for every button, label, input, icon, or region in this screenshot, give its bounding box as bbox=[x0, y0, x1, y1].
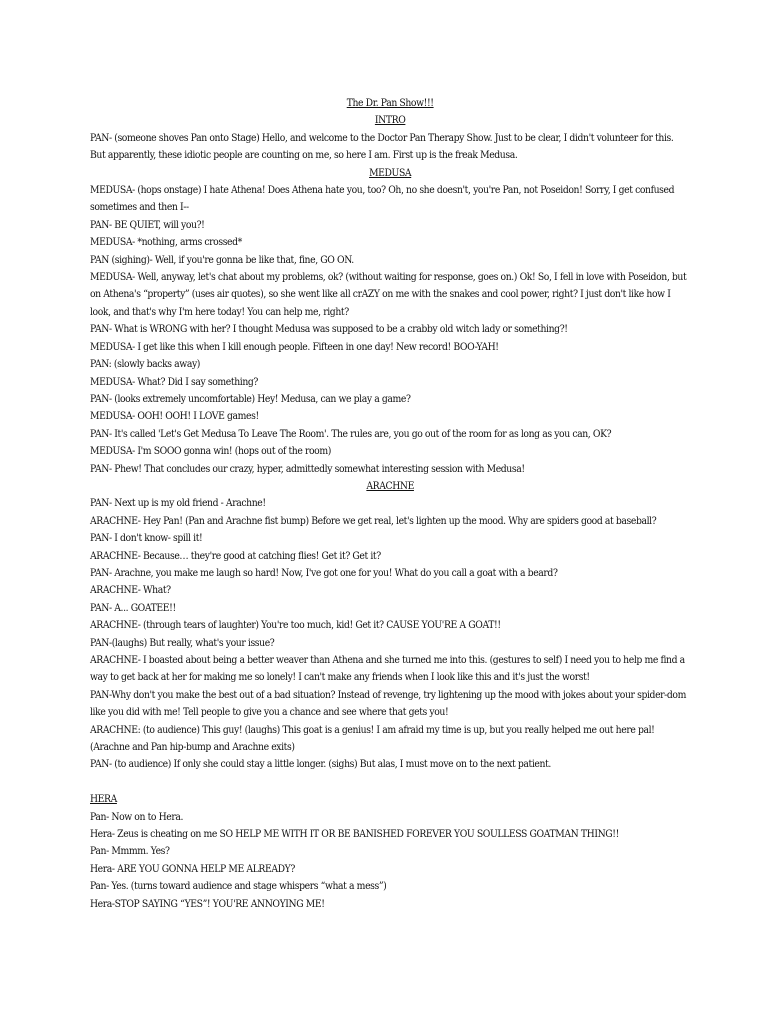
arachne-line: PAN- A... GOATEE!! bbox=[90, 601, 176, 614]
arachne-line: ARACHNE- What? bbox=[90, 584, 171, 597]
medusa-line: PAN (sighing)- Well, if you're gonna be like that, fine, GO ON. bbox=[90, 253, 354, 266]
script-text bbox=[90, 95, 690, 913]
hera-line: Hera- Zeus is cheating on me SO HELP ME WITH IT OR BE BANISHED FOREVER YOU SOULLESS GOATMAN THING!! bbox=[90, 828, 619, 841]
section-heading-medusa: MEDUSA bbox=[369, 166, 412, 179]
medusa-line: MEDUSA- OOH! OOH! I LOVE games! bbox=[90, 410, 259, 423]
arachne-line: PAN-(laughs) But really, what's your issue? bbox=[90, 636, 275, 649]
intro-line: PAN- (someone shoves Pan onto Stage) Hello, and welcome to the Doctor Pan Therapy Show. Just to be clear, I didn't volunteer for this. But apparently, these idiotic people are counting on me, so here I am. First up is the freak Medusa. bbox=[90, 131, 674, 162]
section-heading-hera: HERA bbox=[90, 793, 117, 806]
medusa-line: PAN: (slowly backs away) bbox=[90, 358, 200, 371]
hera-line: Pan- Yes. (turns toward audience and stage whispers “what a mess”) bbox=[90, 880, 387, 893]
medusa-line: MEDUSA- (hops onstage) I hate Athena! Does Athena hate you, too? Oh, no she doesn't, you're Pan, not Poseidon! Sorry, I get confused sometimes and then I-- bbox=[90, 184, 675, 214]
medusa-line: PAN- It's called 'Let's Get Medusa To Leave The Room'. The rules are, you go out of the room for as long as you can, OK? bbox=[90, 427, 612, 440]
medusa-line: MEDUSA- I get like this when I kill enough people. Fifteen in one day! New record! BOO-YAH! bbox=[90, 340, 499, 353]
medusa-line: MEDUSA- What? Did I say something? bbox=[90, 375, 258, 388]
medusa-line: PAN- What is WRONG with her? I thought Medusa was supposed to be a crabby old witch lady or something?! bbox=[90, 323, 568, 336]
medusa-line: MEDUSA- I'm SOOO gonna win! (hops out of the room) bbox=[90, 445, 331, 458]
medusa-line: MEDUSA- Well, anyway, let's chat about my problems, ok? (without waiting for response, goes on.) Ok! So, I fell in love with Poseidon, but on Athena's “property” (uses air quotes), so she went like all crAZY on me with the snakes and cool power, right? I just don't like how I look, and that's why I'm here today! You can help me, right? bbox=[90, 271, 687, 318]
medusa-line: PAN- (looks extremely uncomfortable) Hey! Medusa, can we play a game? bbox=[90, 392, 411, 405]
arachne-line: ARACHNE- Hey Pan! (Pan and Arachne fist bump) Before we get real, let's lighten up the mood. Why are spiders good at baseball? bbox=[90, 514, 657, 527]
arachne-line: PAN-Why don't you make the best out of a bad situation? Instead of revenge, try lightening up the mood with jokes about your spider-dom like you did with me! Tell people to give you a chance and see where that gets you! bbox=[90, 688, 686, 719]
medusa-line: PAN- BE QUIET, will you?! bbox=[90, 218, 205, 231]
arachne-line: PAN- Arachne, you make me laugh so hard! Now, I've got one for you! What do you call a goat with a beard? bbox=[90, 566, 558, 579]
blank-line bbox=[90, 774, 690, 791]
arachne-line: ARACHNE- (through tears of laughter) You're too much, kid! Get it? CAUSE YOU'RE A GOAT!! bbox=[90, 619, 501, 632]
medusa-line: PAN- Phew! That concludes our crazy, hyper, admittedly somewhat interesting session with Medusa! bbox=[90, 462, 525, 475]
document-title: The Dr. Pan Show!!! bbox=[346, 97, 434, 109]
hera-line: Pan- Mmmm. Yes? bbox=[90, 845, 170, 858]
hera-line: Hera- ARE YOU GONNA HELP ME ALREADY? bbox=[90, 862, 295, 875]
arachne-line: PAN- Next up is my old friend - Arachne! bbox=[90, 497, 266, 510]
arachne-line: ARACHNE- Because… they're good at catching flies! Get it? Get it? bbox=[90, 549, 381, 562]
medusa-line: MEDUSA- *nothing, arms crossed* bbox=[90, 236, 242, 249]
section-heading-arachne: ARACHNE bbox=[366, 479, 414, 492]
hera-line: Pan- Now on to Hera. bbox=[90, 810, 184, 823]
arachne-line: ARACHNE- I boasted about being a better weaver than Athena and she turned me into this. (gestures to self) I need you to help me find a way to get back at her for making me so lonely! I can't make any friends when I look like this and it's just the worst! bbox=[90, 654, 685, 684]
arachne-line: PAN- I don't know- spill it! bbox=[90, 532, 203, 545]
section-heading-intro: INTRO bbox=[374, 114, 406, 127]
arachne-line: PAN- (to audience) If only she could stay a little longer. (sighs) But alas, I must move on to the next patient. bbox=[90, 758, 551, 771]
hera-line: Hera-STOP SAYING “YES”! YOU'RE ANNOYING ME! bbox=[90, 897, 325, 910]
arachne-line: ARACHNE: (to audience) This guy! (laughs) This goat is a genius! I am afraid my time is up, but you really helped me out here pal! (Arachne and Pan hip-bump and Arachne exits) bbox=[90, 723, 655, 754]
